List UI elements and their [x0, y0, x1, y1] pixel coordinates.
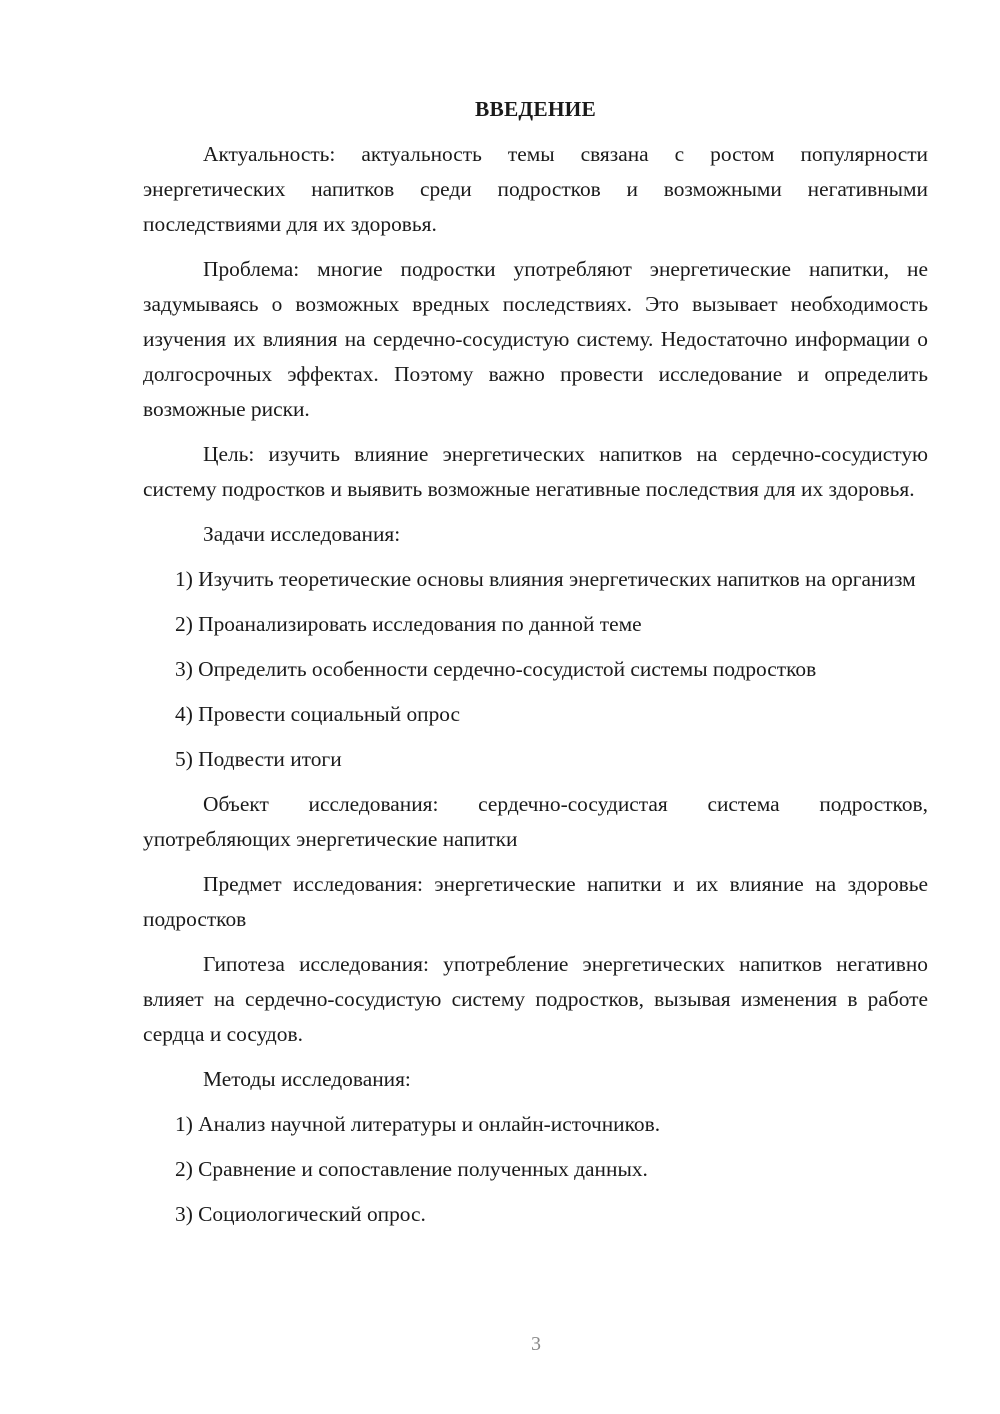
method-item: 3) Социологический опрос.	[175, 1202, 426, 1226]
task-item: 2) Проанализировать исследования по данной теме	[175, 612, 642, 636]
task-item: 5) Подвести итоги	[175, 747, 342, 771]
task-item: 3) Определить особенности сердечно-сосудистой системы подростков	[175, 657, 817, 681]
hypothesis-paragraph: Гипотеза исследования: употребление энергетических напитков негативно влияет на сердечно-сосудистую систему подростков, вызывая изменения в работе сердца и сосудов.	[143, 952, 928, 1046]
methods-heading: Методы исследования:	[203, 1067, 411, 1091]
task-item: 1) Изучить теоретические основы влияния энергетических напитков на организм	[175, 567, 916, 591]
page-title: ВВЕДЕНИЕ	[475, 97, 596, 121]
problem-paragraph: Проблема: многие подростки употребляют энергетические напитки, не задумываясь о возможных вредных последствиях. Это вызывает необходимость изучения их влияния на сердечно-сосудистую систему. Недостаточно информации о долгосрочных эффектах. Поэтому важно провести исследование и определить возможные риски.	[143, 257, 928, 421]
method-item: 2) Сравнение и сопоставление полученных данных.	[175, 1157, 648, 1181]
tasks-heading: Задачи исследования:	[203, 522, 401, 546]
object-paragraph: Объект исследования: сердечно-сосудистая система подростков, употребляющих энергетические напитки	[143, 792, 928, 851]
page-number: 3	[531, 1333, 541, 1355]
subject-paragraph: Предмет исследования: энергетические напитки и их влияние на здоровье подростков	[143, 872, 928, 931]
methods-list	[143, 1107, 928, 1232]
document-page	[143, 92, 928, 1242]
task-item: 4) Провести социальный опрос	[175, 702, 461, 726]
method-item: 1) Анализ научной литературы и онлайн-источников.	[175, 1112, 661, 1136]
goal-paragraph: Цель: изучить влияние энергетических напитков на сердечно-сосудистую систему подростков и выявить возможные негативные последствия для их здоровья.	[143, 442, 928, 501]
tasks-list	[143, 562, 928, 777]
relevance-paragraph: Актуальность: актуальность темы связана с ростом популярности энергетических напитков среди подростков и возможными негативными последствиями для их здоровья.	[143, 142, 928, 236]
